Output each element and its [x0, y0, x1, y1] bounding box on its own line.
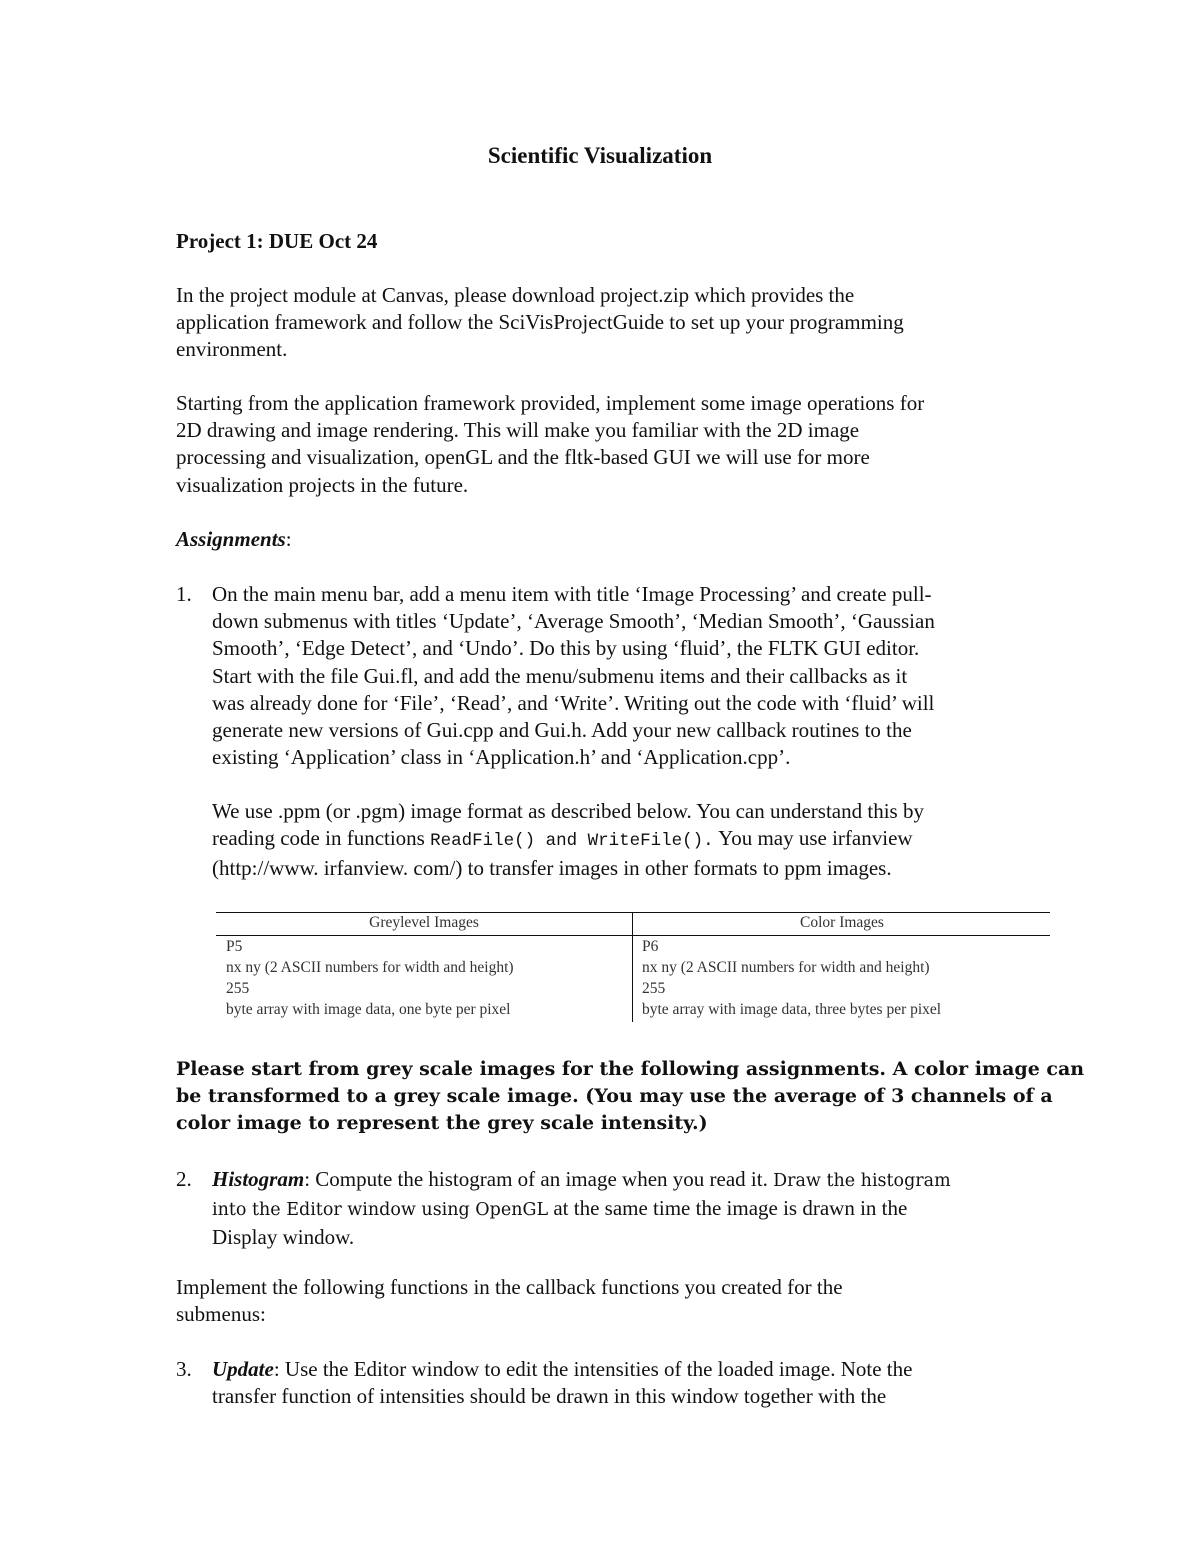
table-column-divider	[632, 912, 633, 1022]
list-number-1: 1.	[176, 582, 192, 606]
document-title: Scientific Visualization	[487, 143, 713, 168]
text-line	[212, 825, 1032, 855]
text-span: into the Editor window using OpenGL	[212, 1200, 549, 1221]
table-header-greylevel: Greylevel Images	[369, 914, 479, 931]
table-cell: byte array with image data, three bytes per pixel	[642, 1001, 942, 1018]
text-span: : Use the Editor window to edit the intensities of the loaded image. Note the	[273, 1357, 913, 1381]
intro-paragraph	[176, 282, 1026, 364]
table-cell: byte array with image data, one byte per pixel	[226, 1001, 511, 1018]
list-item-1	[212, 581, 1032, 771]
code-span: ReadFile() and WriteFile().	[430, 831, 714, 852]
text-line: transfer function of intensities should be drawn in this window together with the	[212, 1384, 887, 1409]
implement-paragraph	[176, 1274, 1026, 1328]
grey-scale-note	[176, 1056, 1085, 1138]
text-line: Display window.	[212, 1225, 355, 1250]
text-line	[212, 1195, 1032, 1224]
table-cell: P6	[642, 938, 659, 955]
text-span: reading code in functions	[212, 826, 431, 851]
text-line: (http://www. irfanview. com/) to transfer images in other formats to ppm images.	[212, 856, 892, 881]
table-cell: nx ny (2 ASCII numbers for width and height)	[226, 959, 514, 976]
text-line: Start with the file Gui.fl, and add the menu/submenu items and their callbacks as it	[212, 663, 908, 688]
assignments-label: Assignments	[176, 527, 286, 551]
text-line: On the main menu bar, add a menu item with title ‘Image Processing’ and create pull-	[212, 582, 932, 606]
text-line: color image to represent the grey scale intensity.)	[176, 1112, 708, 1135]
text-line: was already done for ‘File’, ‘Read’, and ‘Write’. Writing out the code with ‘fluid’ will	[212, 690, 935, 715]
list-item-3	[212, 1356, 1032, 1410]
list-number-2: 2.	[176, 1167, 192, 1191]
text-line: Please start from grey scale images for the following assignments. A color image can	[176, 1058, 1085, 1080]
assignments-heading	[176, 526, 292, 553]
text-span: : Compute the histogram of an image when you read it.	[304, 1167, 774, 1191]
text-span: You may use irfanview	[713, 826, 913, 851]
text-line: In the project module at Canvas, please download project.zip which provides the	[176, 283, 855, 307]
image-format-table	[216, 912, 1050, 1022]
text-line	[212, 1356, 1032, 1383]
text-line: Smooth’, ‘Edge Detect’, and ‘Undo’. Do this by using ‘fluid’, the FLTK GUI editor.	[212, 636, 920, 661]
table-column-color	[642, 936, 941, 1020]
text-line: We use .ppm (or .pgm) image format as described below. You can understand this by	[212, 799, 924, 823]
table-cell: P5	[226, 938, 243, 955]
text-line: down submenus with titles ‘Update’, ‘Average Smooth’, ‘Median Smooth’, ‘Gaussian	[212, 609, 935, 634]
text-span: at the same time the image is drawn in the	[548, 1196, 908, 1221]
starting-paragraph	[176, 390, 1026, 499]
histogram-keyword: Histogram	[212, 1167, 305, 1191]
assignments-colon: :	[285, 527, 292, 551]
text-line: 2D drawing and image rendering. This will make you familiar with the 2D image	[176, 418, 860, 443]
text-line: Implement the following functions in the callback functions you created for the	[176, 1275, 843, 1299]
table-cell: nx ny (2 ASCII numbers for width and height)	[642, 959, 930, 976]
list-number-3: 3.	[176, 1357, 192, 1381]
text-line: be transformed to a grey scale image. (You may use the average of 3 channels of a	[176, 1085, 1053, 1108]
table-cell: 255	[226, 980, 250, 997]
text-line: generate new versions of Gui.cpp and Gui.h. Add your new callback routines to the	[212, 718, 912, 743]
table-cell: 255	[642, 980, 666, 997]
text-line: submenus:	[176, 1302, 266, 1327]
text-line	[212, 1166, 1032, 1195]
ppm-format-paragraph	[212, 798, 1032, 883]
update-keyword: Update	[212, 1357, 274, 1381]
text-line: Starting from the application framework provided, implement some image operations for	[176, 391, 925, 415]
text-line: existing ‘Application’ class in ‘Application.h’ and ‘Application.cpp’.	[212, 745, 791, 770]
text-line: environment.	[176, 337, 288, 362]
table-header-color: Color Images	[800, 914, 884, 931]
project-heading: Project 1: DUE Oct 24	[176, 229, 378, 253]
table-column-greylevel	[226, 936, 514, 1020]
list-item-2	[212, 1166, 1032, 1252]
text-line: application framework and follow the SciVisProjectGuide to set up your programming	[176, 310, 904, 335]
text-span: Draw the histogram	[773, 1171, 951, 1191]
text-line: visualization projects in the future.	[176, 472, 469, 497]
text-line: processing and visualization, openGL and the fltk-based GUI we will use for more	[176, 445, 870, 470]
